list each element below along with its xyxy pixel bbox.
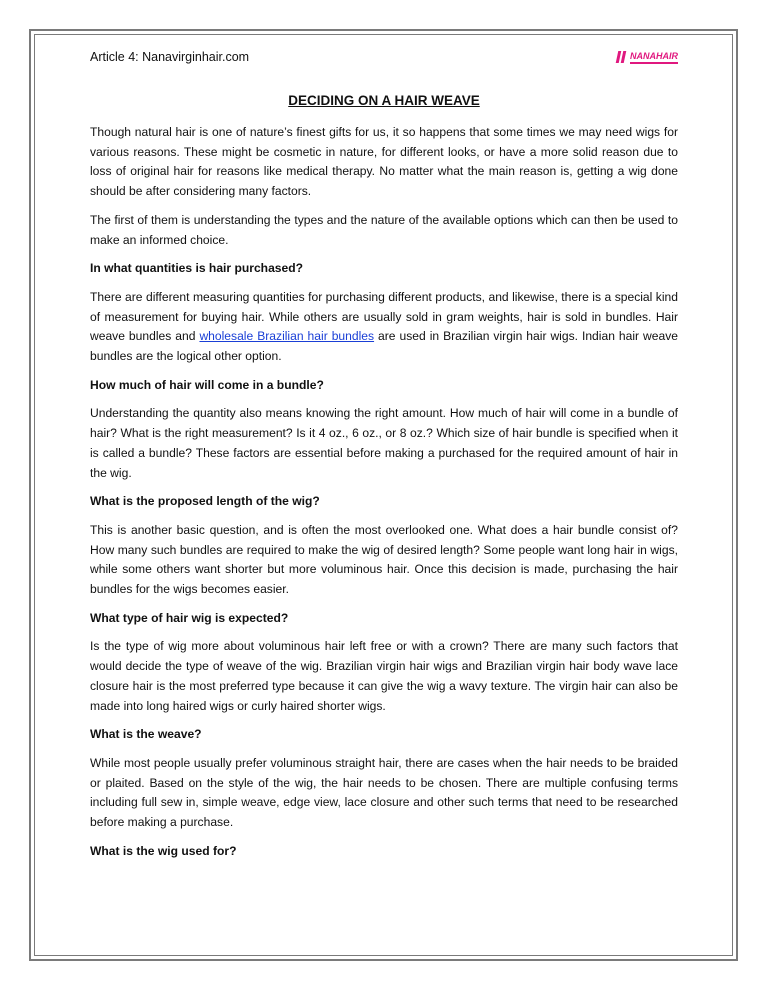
section-heading-bundle: How much of hair will come in a bundle?	[90, 377, 324, 392]
section-text-length: This is another basic question, and is often the most overlooked one. What does a hair bundle consist of? How many such bundles are required to make the wig of desired length? Some people want long hair in wigs, while some others want shorter but more voluminous hair. Once this decision is made, purchasing the hair bundles for the wigs becomes easier.	[90, 522, 678, 597]
header-label: Article 4: Nanavirginhair.com	[90, 50, 250, 64]
section-text-quantities: There are different measuring quantities for purchasing different products, and likewise, there is a special kind of measurement for buying hair. While others are usually sold in gram weights, hair is sold in bundles. Hair weave bundles and wholesale Brazilian hair bundles are used in Brazilian virgin hair wigs. Indian hair weave bundles are the logical other option.	[90, 289, 678, 364]
wholesale-hair-link[interactable]: wholesale Brazilian hair bundles	[199, 329, 375, 344]
section-heading-type: What type of hair wig is expected?	[90, 610, 289, 625]
nanahair-logo	[616, 50, 678, 64]
logo-text: NANAHAIR	[630, 51, 678, 64]
section-text-type: Is the type of wig more about voluminous hair left free or with a crown? There are many such factors that would decide the type of weave of the wig. Brazilian virgin hair wigs and Brazilian virgin hair body wave lace closure hair is the most preferred type because it can give the wig a wavy texture. The virgin hair can also be made into long haired wigs or curly haired shorter wigs.	[90, 639, 678, 713]
section-text-bundle: Understanding the quantity also means knowing the right amount. How much of hair will come in a bundle of hair? What is the right measurement? Is it 4 oz., 6 oz., or 8 oz.? Which size of hair bundle is specified when it is called a bundle? These factors are essential before making a purchased for the required amount of hair in the wig.	[90, 406, 678, 480]
logo-mark-icon	[616, 50, 628, 64]
section-text-weave: While most people usually prefer voluminous straight hair, there are cases when the hair needs to be braided or plaited. Based on the style of the wig, the hair needs to be chosen. There are multiple confusing terms including full sew in, simple weave, edge view, lace closure and other such terms that need to be researched before making a purchase.	[90, 755, 678, 830]
article-title: DECIDING ON A HAIR WEAVE	[288, 93, 480, 108]
intro-paragraph-1: Though natural hair is one of nature’s finest gifts for us, it so happens that some times we may need wigs for various reasons. These might be cosmetic in nature, for different looks, or have a more solid reason due to loss of original hair for reasons like medical therapy. No matter what the main reason is, getting a wig done should be after considering many factors.	[90, 125, 678, 199]
section-heading-weave: What is the weave?	[90, 727, 202, 742]
section-heading-quantities: In what quantities is hair purchased?	[90, 261, 304, 276]
article-body	[90, 92, 678, 871]
intro-paragraph-2: The first of them is understanding the types and the nature of the available options which can then be used to make an informed choice.	[90, 212, 678, 247]
page-header	[90, 50, 678, 72]
section-heading-length: What is the proposed length of the wig?	[90, 494, 320, 509]
section-heading-usage: What is the wig used for?	[90, 843, 237, 858]
